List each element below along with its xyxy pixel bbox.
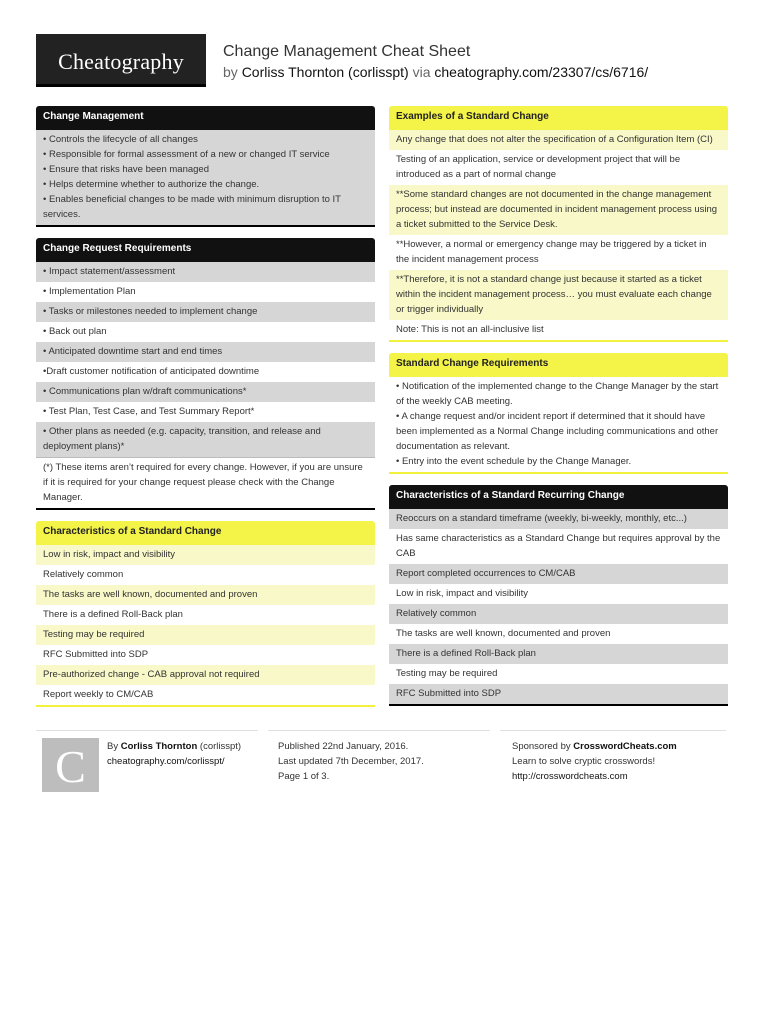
table-row: Relatively common (36, 565, 375, 585)
sponsor-tagline: Learn to solve cryptic crosswords! (512, 756, 656, 767)
table-row: • Communications plan w/draft communications* (36, 382, 375, 402)
rows-container (36, 545, 375, 705)
author-avatar[interactable] (42, 738, 99, 792)
table-row: There is a defined Roll-Back plan (389, 644, 728, 664)
table-row: RFC Submitted into SDP (36, 645, 375, 665)
table-row: There is a defined Roll-Back plan (36, 605, 375, 625)
table-row: Reoccurs on a standard timeframe (weekly, bi-weekly, monthly, etc...) (389, 509, 728, 529)
section-characteristics-standard-change (36, 521, 375, 707)
table-row: • Back out plan (36, 322, 375, 342)
rows-container (389, 130, 728, 340)
author-handle: (corlisspt) (199, 741, 242, 752)
footer-divider (36, 730, 258, 731)
page-subtitle (223, 64, 648, 80)
author-info (107, 739, 257, 769)
table-row: Pre-authorized change - CAB approval not required (36, 665, 375, 685)
table-row: Any change that does not alter the specification of a Configuration Item (CI) (389, 130, 728, 150)
by-label: By (107, 741, 119, 752)
list-item: • Ensure that risks have been managed (43, 164, 209, 175)
sponsor-info (512, 739, 726, 784)
section-heading: Characteristics of a Standard Change (36, 521, 375, 545)
section-characteristics-standard-recurring-change (389, 485, 728, 706)
page-footer (36, 730, 726, 810)
list-item: • Enables beneficial changes to be made with minimum disruption to IT services. (43, 194, 341, 220)
avatar-letter: C (55, 741, 86, 792)
table-row: Testing may be required (36, 625, 375, 645)
table-row: Testing may be required (389, 664, 728, 684)
rows-container (389, 509, 728, 704)
table-row: • Tasks or milestones needed to implement change (36, 302, 375, 322)
updated-date: Last updated 7th December, 2017. (278, 756, 424, 767)
table-row: The tasks are well known, documented and proven (389, 624, 728, 644)
sheet-url-link[interactable]: cheatography.com/23307/cs/6716/ (434, 64, 649, 80)
table-row: Relatively common (389, 604, 728, 624)
table-row: **Some standard changes are not documented in the change management process; but instead are documented in incident management process using a ticket submitted to the Service Desk. (389, 185, 728, 235)
table-row: **Therefore, it is not a standard change just because it started as a ticket within the incident management process… you must evaluate each change or trigger individually (389, 270, 728, 320)
list-item: • Notification of the implemented change to the Change Manager by the start of the weekly CAB meeting. (396, 381, 719, 407)
author-name-link[interactable]: Corliss Thornton (120, 741, 198, 752)
publication-info (278, 739, 488, 784)
table-row: **However, a normal or emergency change may be triggered by a ticket in the incident management process (389, 235, 728, 270)
list-item: • Entry into the event schedule by the Change Manager. (396, 456, 632, 467)
table-row: • Other plans as needed (e.g. capacity, transition, and release and deployment plans)* (36, 422, 375, 457)
page-header (36, 34, 726, 88)
section-note: (*) These items aren’t required for every change. However, if you are unsure if it is required for your change request please check with the Change Manager. (36, 457, 375, 508)
table-row: Has same characteristics as a Standard Change but requires approval by the CAB (389, 529, 728, 564)
section-body (36, 130, 375, 225)
page-number: Page 1 of 3. (278, 771, 330, 782)
sponsor-name-link[interactable]: CrosswordCheats.com (573, 741, 677, 752)
footer-divider (500, 730, 726, 731)
via-label: via (412, 64, 431, 80)
table-row: • Anticipated downtime start and end times (36, 342, 375, 362)
published-date: Published 22nd January, 2016. (278, 741, 409, 752)
section-heading: Change Request Requirements (36, 238, 375, 262)
table-row: • Test Plan, Test Case, and Test Summary Report* (36, 402, 375, 422)
page-title: Change Management Cheat Sheet (223, 43, 471, 60)
footer-divider (268, 730, 490, 731)
right-column (389, 106, 728, 717)
section-standard-change-requirements (389, 353, 728, 474)
table-row: Testing of an application, service or development project that will be introduced as a part of normal change (389, 150, 728, 185)
table-row: Note: This is not an all-inclusive list (389, 320, 728, 340)
list-item: • A change request and/or incident report if determined that it should have been implemented as a Normal Change including communications and other documentation as relevant. (396, 411, 719, 452)
section-change-management (36, 106, 375, 227)
by-label: by (223, 64, 238, 80)
table-row: Report weekly to CM/CAB (36, 685, 375, 705)
list-item: • Helps determine whether to authorize the change. (43, 179, 260, 190)
cheatography-logo[interactable] (36, 34, 206, 87)
table-row: The tasks are well known, documented and proven (36, 585, 375, 605)
section-body (389, 377, 728, 472)
section-heading: Examples of a Standard Change (389, 106, 728, 130)
left-column (36, 106, 375, 718)
table-row: •Draft customer notification of anticipated downtime (36, 362, 375, 382)
table-row: Low in risk, impact and visibility (36, 545, 375, 565)
sponsored-label: Sponsored by (512, 741, 571, 752)
section-heading: Characteristics of a Standard Recurring Change (389, 485, 728, 509)
section-examples-standard-change (389, 106, 728, 342)
section-heading: Change Management (36, 106, 375, 130)
table-row: RFC Submitted into SDP (389, 684, 728, 704)
table-row: Report completed occurrences to CM/CAB (389, 564, 728, 584)
logo-text: Cheatography (58, 49, 184, 74)
section-heading: Standard Change Requirements (389, 353, 728, 377)
table-row: • Implementation Plan (36, 282, 375, 302)
author-profile-link[interactable]: cheatography.com/corlisspt/ (107, 756, 225, 767)
section-change-request-requirements (36, 238, 375, 510)
author-link[interactable]: Corliss Thornton (corlisspt) (241, 64, 409, 80)
list-item: • Responsible for formal assessment of a new or changed IT service (43, 149, 330, 160)
rows-container (36, 262, 375, 457)
table-row: Low in risk, impact and visibility (389, 584, 728, 604)
table-row: • Impact statement/assessment (36, 262, 375, 282)
list-item: • Controls the lifecycle of all changes (43, 134, 198, 145)
sponsor-url-link[interactable]: http://crosswordcheats.com (512, 771, 628, 782)
